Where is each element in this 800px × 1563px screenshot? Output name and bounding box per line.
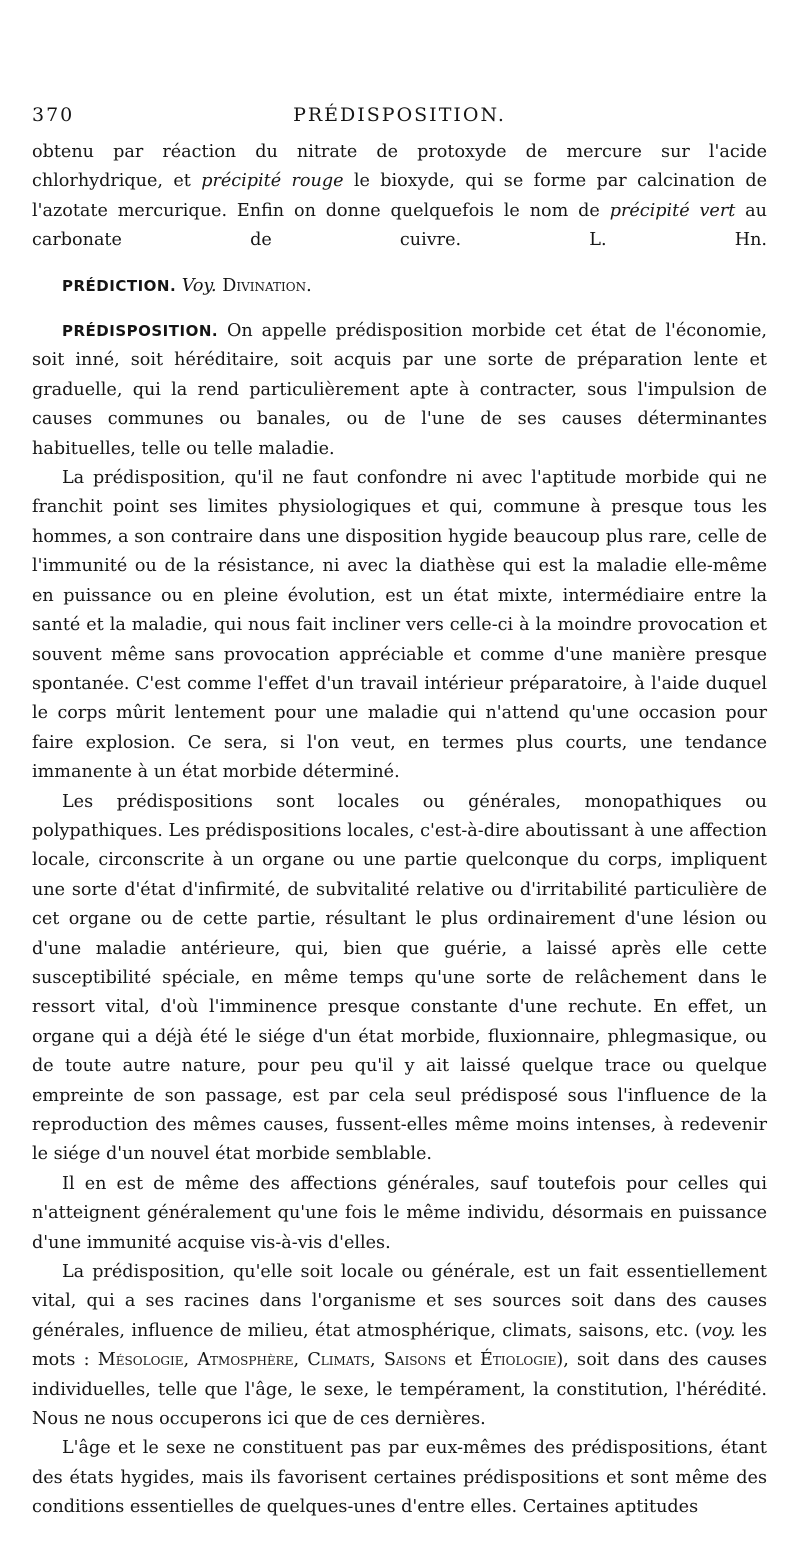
cross-reference-etiologie: Étiologie xyxy=(480,1350,557,1371)
predisposition-paragraph-5 xyxy=(32,1258,767,1434)
predisposition-paragraph-2: La prédisposition, qu'il ne faut confondre ni avec l'aptitude morbide qui ne franchit point ses limites physiologiques et qui, commune à presque tous les hommes, a son contraire dans une disposition hygide beaucoup plus rare, celle de l'immunité ou de la résistance, ni avec la diathèse qui est la maladie elle-même en puissance ou en pleine évolution, est un état mixte, intermédiaire entre la santé et la maladie, qui nous fait incliner vers celle-ci à la moindre provocation et souvent même sans provocation appréciable et comme d'une manière presque spontanée. C'est comme l'effet d'un travail intérieur préparatoire, à l'aide duquel le corps mûrit lentement pour une maladie qui n'attend qu'une occasion pour faire explosion. Ce sera, si l'on veut, en termes plus courts, une tendance immanente à un état morbide déterminé. xyxy=(32,468,767,783)
separator-comma: , xyxy=(370,1350,384,1371)
predisposition-paragraph-4: Il en est de même des affections générales, sauf toutefois pour celles qui n'atteignent généralement qu'une fois le même individu, désormais en puissance d'une immunité acquise vis-à-vis d'elles. xyxy=(32,1173,767,1253)
author-signature: L. Hn. xyxy=(589,230,768,251)
cross-reference-atmosphere: Atmosphère xyxy=(197,1350,294,1371)
separator-comma: , xyxy=(183,1350,198,1371)
precipite-entry-continuation xyxy=(32,138,767,256)
term-precipite-rouge: précipité rouge xyxy=(201,171,344,192)
cross-reference-saisons: Saisons xyxy=(383,1350,447,1371)
precipite-text-1: obtenu par réaction du nitrate de protoxyde de mercure sur l'acide chlorhydrique, et xyxy=(32,142,767,192)
predisposition-paragraph-3: Les prédispositions sont locales ou générales, monopathiques ou polypathiques. Les prédispositions locales, c'est-à-dire aboutissant à une affection locale, circonscrite à un organe ou une partie quelconque du corps, impliquent une sorte d'état d'infirmité, de subvitalité relative ou d'irritabilité particulière de cet organe ou de cette partie, résultant le plus ordinairement d'une lésion ou d'une maladie antérieure, qui, bien que guérie, a laissé après elle cette susceptibilité spéciale, en même temps qu'une sorte de relâchement dans le ressort vital, d'où l'imminence presque constante d'une rechute. En effet, un organe qui a déjà été le siége d'un état morbide, fluxionnaire, phlegmasique, ou de toute autre nature, pour peu qu'il y ait laissé quelque trace ou quelque empreinte de son passage, est par cela seul prédisposé sous l'influence de la reproduction des mêmes causes, fussent-elles même moins intenses, à redevenir le siége d'un nouvel état morbide semblable. xyxy=(32,791,767,1165)
paragraph-5-text-b: les mots : xyxy=(32,1320,767,1371)
running-head xyxy=(32,104,767,138)
voy-label: Voy. xyxy=(181,275,217,296)
headword-prediction: PRÉDICTION. xyxy=(62,276,177,295)
term-precipite-vert: précipité vert xyxy=(609,200,736,221)
separator-comma: , xyxy=(293,1350,308,1371)
precipite-text-3: au carbonate de cuivre. xyxy=(32,200,767,251)
prediction-entry xyxy=(32,272,767,301)
separator-et: et xyxy=(446,1350,481,1371)
precipite-text-2: le bioxyde, qui se forme par calcination de l'azotate mercurique. Enfin on donne quelquefois le nom de xyxy=(32,171,768,221)
page-body xyxy=(32,138,767,1523)
book-page xyxy=(32,0,767,1523)
running-title: PRÉDISPOSITION. xyxy=(293,104,506,126)
paragraph-1-text: On appelle prédisposition morbide cet état de l'économie, soit inné, soit héréditaire, soit acquis par une sorte de préparation lente et graduelle, qui la rend particulièrement apte à contracter, sous l'impulsion de causes communes ou banales, ou de l'une de ses causes déterminantes habituelles, telle ou telle maladie. xyxy=(32,321,767,459)
headword-predisposition: PRÉDISPOSITION. xyxy=(62,322,219,341)
paragraph-5-voy: voy. xyxy=(701,1320,736,1341)
cross-reference-climats: Climats xyxy=(307,1350,371,1371)
paragraph-5-text-d: ), soit dans des causes individuelles, telle que l'âge, le sexe, le tempérament, la constitution, l'hérédité. Nous ne nous occuperons ici que de ces dernières. xyxy=(32,1350,768,1430)
predisposition-paragraph-6: L'âge et le sexe ne constituent pas par eux-mêmes des prédispositions, étant des états hygides, mais ils favorisent certaines prédispositions et sont même des conditions essentielles de quelques-unes d'entre elles. Certaines aptitudes xyxy=(32,1438,767,1518)
predisposition-paragraph-1 xyxy=(32,317,767,464)
cross-reference-mesologie: Mésologie xyxy=(97,1350,184,1371)
page-number: 370 xyxy=(32,104,75,126)
cross-reference-divination: Divination. xyxy=(222,275,312,296)
paragraph-5-text-a: La prédisposition, qu'elle soit locale ou générale, est un fait essentiellement vital, qui a ses racines dans l'organisme et ses sources soit dans des causes générales, influence de milieu, état atmosphérique, climats, saisons, etc. ( xyxy=(32,1262,767,1341)
